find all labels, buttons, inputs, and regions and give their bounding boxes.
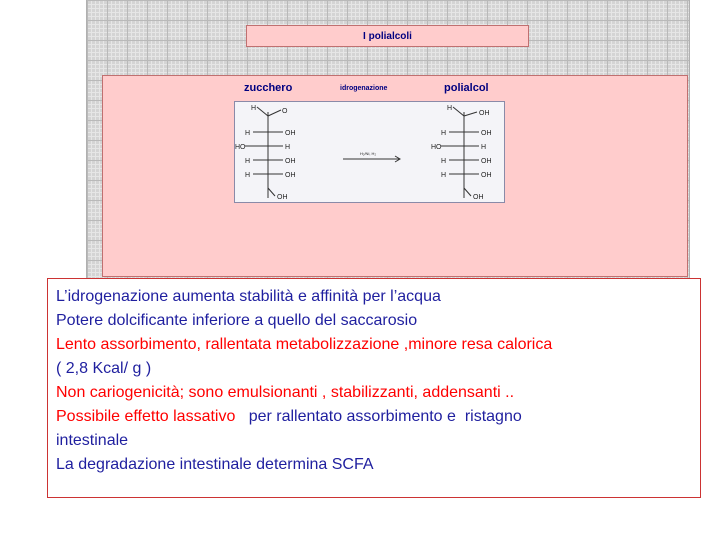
reaction-diagram	[235, 102, 504, 202]
hydrogenation-label: idrogenazione	[340, 85, 388, 92]
text-line-blue-part: per rallentato assorbimento e ristagno	[235, 408, 522, 425]
polyol-atom: OH	[473, 194, 484, 201]
polyol-atom: H	[441, 172, 447, 179]
sugar-atom: H	[251, 105, 257, 112]
arrow-label: H₂/Ni, H₂	[360, 151, 376, 156]
polyol-atom: H	[481, 144, 487, 151]
text-line: Non cariogenicità; sono emulsionanti , stabilizzanti, addensanti ..	[56, 384, 515, 401]
text-line: Potere dolcificante inferiore a quello del saccarosio	[56, 312, 418, 329]
sugar-atom: HO	[235, 144, 246, 151]
polyol-atom: OH	[481, 158, 492, 165]
slide-title-text: I polialcoli	[363, 30, 412, 42]
polyol-atom: H	[441, 130, 447, 137]
sugar-atom: OH	[285, 130, 296, 137]
polyol-atom: OH	[481, 172, 492, 179]
slide-title	[246, 25, 529, 47]
text-line: ( 2,8 Kcal/ g )	[56, 360, 152, 377]
reaction-figure	[234, 101, 505, 203]
sugar-atom: H	[245, 130, 251, 137]
sugar-label: zucchero	[244, 82, 293, 94]
polyol-atom: H	[441, 158, 447, 165]
text-line: La degradazione intestinale determina SCFA	[56, 456, 374, 473]
sugar-atom: OH	[277, 194, 288, 201]
notes-box	[47, 278, 701, 498]
sugar-atom: OH	[285, 172, 296, 179]
polyol-label: polialcol	[444, 82, 489, 94]
sugar-atom: H	[285, 144, 291, 151]
polyol-atom: OH	[479, 110, 490, 117]
sugar-atom: OH	[285, 158, 296, 165]
polyol-atom: HO	[431, 144, 442, 151]
text-line: Lento assorbimento, rallentata metabolizzazione ,minore resa calorica	[56, 336, 553, 353]
polyol-atom: H	[447, 105, 453, 112]
text-line: intestinale	[56, 432, 129, 449]
polyol-atom: OH	[481, 130, 492, 137]
text-line	[56, 405, 700, 429]
text-line: L’idrogenazione aumenta stabilità e affinità per l’acqua	[56, 288, 441, 305]
sugar-atom: O	[282, 108, 288, 115]
text-line-red-part: Possibile effetto lassativo	[56, 408, 236, 425]
sugar-atom: H	[245, 172, 251, 179]
sugar-atom: H	[245, 158, 251, 165]
